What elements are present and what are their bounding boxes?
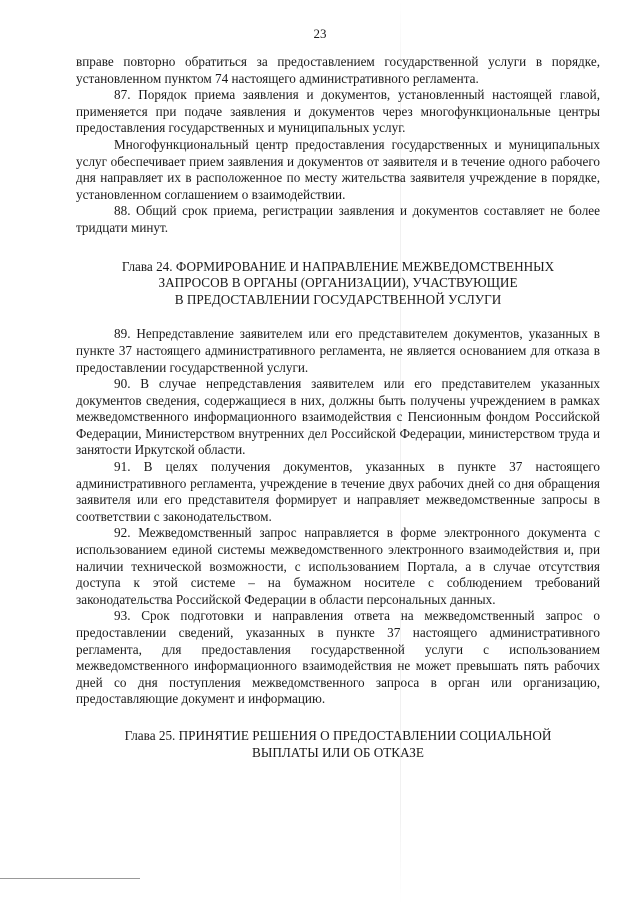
paragraph-87: 87. Порядок приема заявления и документов, установленный настоящей главой, применяется при подаче заявления и документов через многофункциональные центры предоставления государственных и муниципальных услуг. (76, 87, 600, 136)
page-number: 23 (313, 26, 327, 41)
document-body (76, 54, 600, 779)
chapter-25-heading-line1: Глава 25. ПРИНЯТИЕ РЕШЕНИЯ О ПРЕДОСТАВЛЕНИИ СОЦИАЛЬНОЙ (124, 727, 552, 743)
chapter-24-heading-line1: Глава 24. ФОРМИРОВАНИЕ И НАПРАВЛЕНИЕ МЕЖВЕДОМСТВЕННЫХ (121, 258, 555, 274)
chapter-24-heading-line2: ЗАПРОСОВ В ОРГАНЫ (ОРГАНИЗАЦИИ), УЧАСТВУЮЩИЕ (158, 275, 518, 291)
paragraph-continuation: вправе повторно обратиться за предоставлением государственной услуги в порядке, установленном пунктом 74 настоящего административного регламента. (76, 54, 600, 86)
paragraph-90: 90. В случае непредставления заявителем или его представителем указанных документов сведения, содержащиеся в них, должны быть получены учреждением в рамках межведомственного информационного взаимодействия с Пенсионным фондом Российской Федерации, Министерством внутренних дел Российской Федерации, министерством труда и занятости Иркутской области. (76, 376, 600, 458)
chapter-25-heading-line2: ВЫПЛАТЫ ИЛИ ОБ ОТКАЗЕ (252, 744, 424, 760)
paragraph-mfc: Многофункциональный центр предоставления государственных и муниципальных услуг обеспечивает прием заявления и документов от заявителя и в течение одного рабочего дня направляет их в расположенное по месту жительства заявителя учреждение в порядке, установленном соглашением о взаимодействии. (76, 136, 600, 202)
paragraph-93: 93. Срок подготовки и направления ответа на межведомственный запрос о предоставлении сведений, указанных в пункте 37 настоящего административного регламента, для предоставления государственной услуги с использованием межведомственного информационного взаимодействия не может превышать пять рабочих дней со дня поступления межведомственного запроса в орган или организацию, предоставляющие документ и информацию. (76, 608, 600, 707)
paragraph-91: 91. В целях получения документов, указанных в пункте 37 настоящего административного регламента, учреждение в течение двух рабочих дней со дня обращения заявителя или его представителя формирует и направляет межведомственные запросы в соответствии с законодательством. (76, 459, 600, 524)
chapter-24-heading (76, 259, 600, 309)
chapter-24-heading-line3: В ПРЕДОСТАВЛЕНИИ ГОСУДАРСТВЕННОЙ УСЛУГИ (174, 291, 502, 307)
paragraph-88: 88. Общий срок приема, регистрации заявления и документов составляет не более тридцати минут. (76, 203, 600, 235)
chapter-25-heading (76, 728, 600, 761)
footer-rule (0, 878, 140, 879)
paragraph-92: 92. Межведомственный запрос направляется в форме электронного документа с использованием единой системы межведомственного электронного взаимодействия и, при наличии технической возможности, с использованием Портала, а в случае отсутствия доступа к этой системе – на бумажном носителе с соблюдением требований законодательства Российской Федерации в области персональных данных. (76, 525, 600, 607)
paragraph-89: 89. Непредставление заявителем или его представителем документов, указанных в пункте 37 настоящего административного регламента, не является основанием для отказа в предоставлении государственной услуги. (76, 326, 600, 375)
